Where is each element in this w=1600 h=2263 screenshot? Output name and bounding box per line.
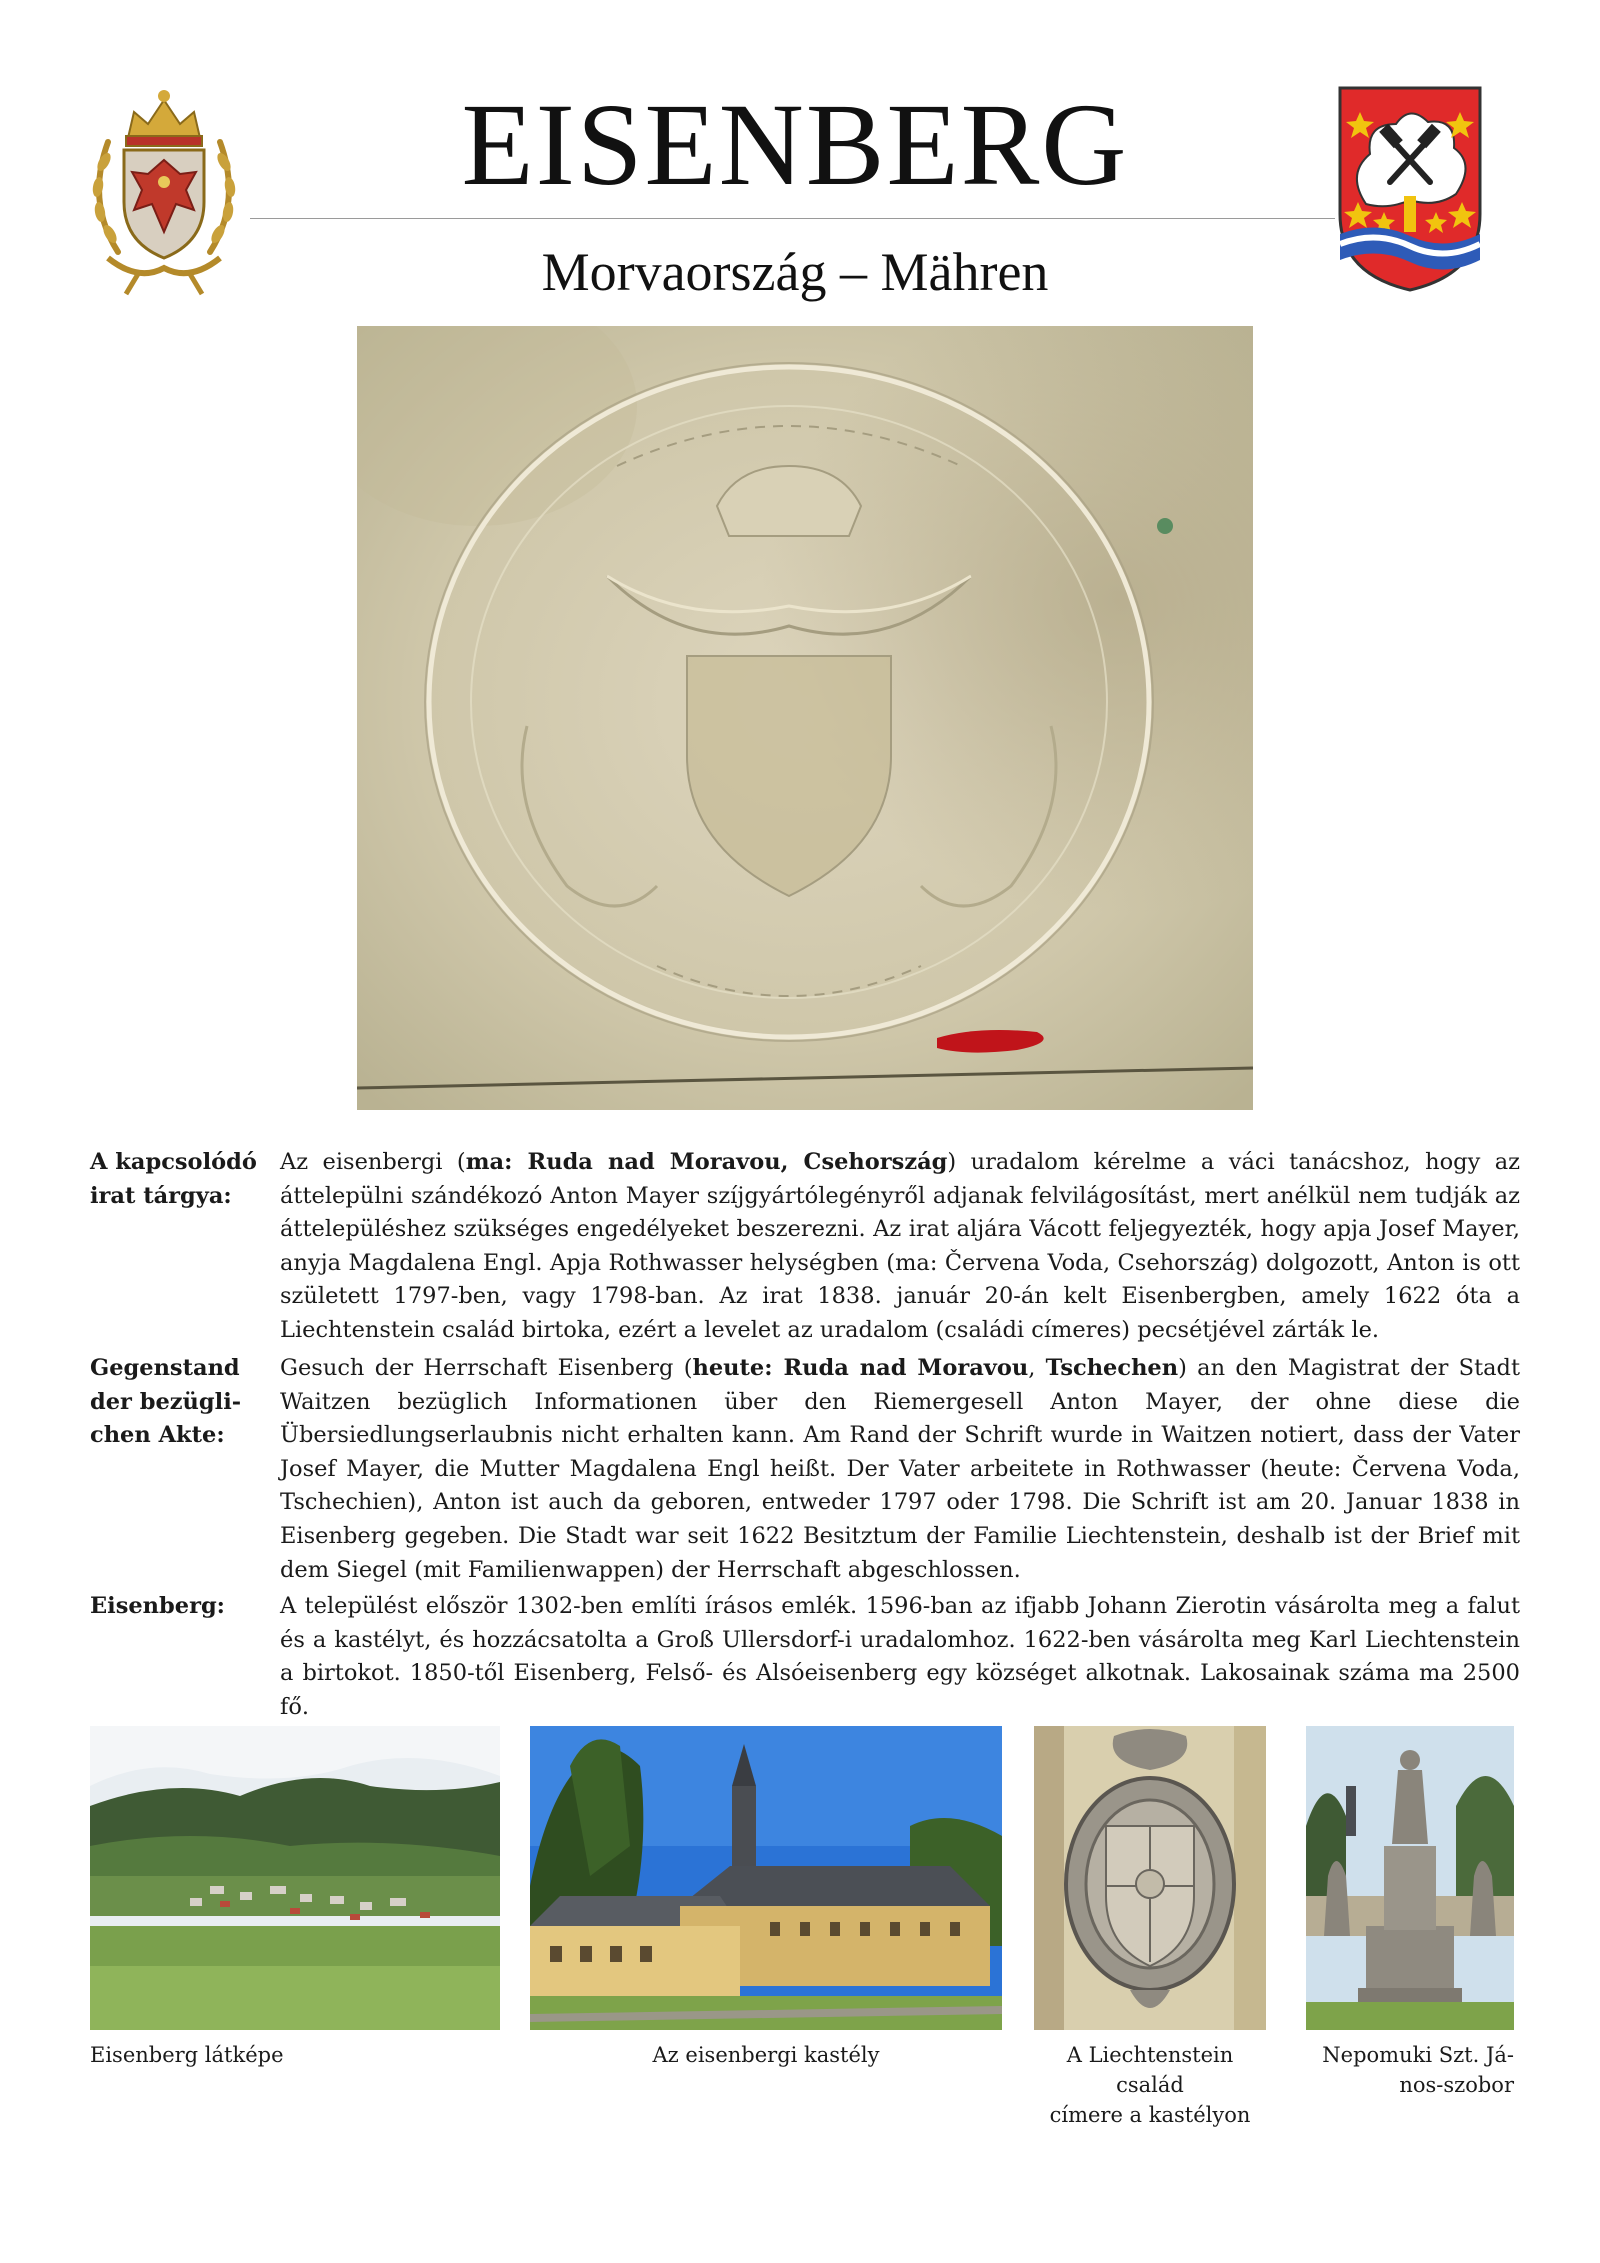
liechtenstein-crest-photo — [1034, 1726, 1266, 2030]
ruda-coat-of-arms-icon — [1336, 84, 1484, 294]
section-text: Az eisenbergi (ma: Ruda nad Moravou, Csehország) uradalom kérelme a váci tanácshoz, hogy az áttelepülni szándékozó Anton Mayer szíjgyártólegényről adjanak felvilágosítást, mert anélkül nem tudják az áttelepüléshez szükséges engedélyeket beszerezni. Az irat aljára Vácott feljegyezték, hogy apja Josef Mayer, anyja Magdalena Engl. Apja Rothwasser helységben (ma: Červena Voda, Csehország) dolgozott, Anton is ott született 1797-ben, vagy 1798-ban. Az irat 1838. január 20-án kelt Eisenbergben, amely 1622 óta a Liechtenstein család birtoka, ezért a levelet az uradalom (családi címeres) pecsétjével zárták le. — [280, 1149, 1520, 1343]
seal-photo — [357, 326, 1253, 1110]
section-label: Gegenstand der bezügli- chen Akte: — [90, 1355, 242, 1449]
section-eisenberg — [90, 1590, 1520, 1720]
section-text: Gesuch der Herrschaft Eisenberg (heute: Ruda nad Moravou, Tschechen) an den Magistrat der Stadt Waitzen bezüglich Informationen über den Riemergesell Anton Mayer, der ohne diese die Übersiedlungserlaubnis nicht erhalten kann. Am Rand der Schrift wurde in Waitzen notiert, dass der Vater Josef Mayer, die Mutter Magdalena Engl heißt. Der Vater arbeitete in Rothwasser (heute: Červena Voda, Tschechien), Anton ist auch da geboren, entweder 1797 oder 1798. Die Schrift ist am 20. Januar 1838 in Eisenberg gegeben. Die Stadt war seit 1622 Besitztum der Familie Liechtenstein, deshalb ist der Brief mit dem Siegel (mit Familienwappen) der Herrschaft abgeschlossen. — [280, 1355, 1520, 1583]
section-hu — [90, 1146, 1520, 1356]
caption-panorama: Eisenberg látképe — [90, 2043, 284, 2067]
title-divider — [250, 218, 1335, 219]
castle-photo — [530, 1726, 1002, 2030]
moravia-crest-icon — [78, 82, 250, 300]
page-title: EISENBERG — [461, 79, 1129, 210]
page-subtitle: Morvaország – Mähren — [541, 242, 1049, 302]
section-de — [90, 1352, 1520, 1592]
caption-castle: Az eisenbergi kastély — [652, 2043, 880, 2067]
nepomuk-statue-photo — [1306, 1726, 1514, 2030]
section-label: Eisenberg: — [90, 1593, 225, 1619]
section-text: A települést először 1302-ben említi írásos emlék. 1596-ban az ifjabb Johann Zierotin vásárolta meg a falut és a kastélyt, és hozzácsatolta a Groß Ullersdorf-i uradalomhoz. 1622-ben vásárolta meg Karl Liechtenstein a birtokot. 1850-től Eisenberg, Felső- és Alsóeisenberg egy községet alkotnak. Lakosainak száma ma 2500 fő. — [280, 1593, 1520, 1720]
caption-crest: A Liechtenstein család címere a kastélyon — [1049, 2043, 1251, 2127]
caption-statue: Nepomuki Szt. Já- nos-szobor — [1322, 2043, 1514, 2097]
section-label: A kapcsolódó irat tárgya: — [90, 1149, 257, 1209]
eisenberg-panorama-photo — [90, 1726, 500, 2030]
